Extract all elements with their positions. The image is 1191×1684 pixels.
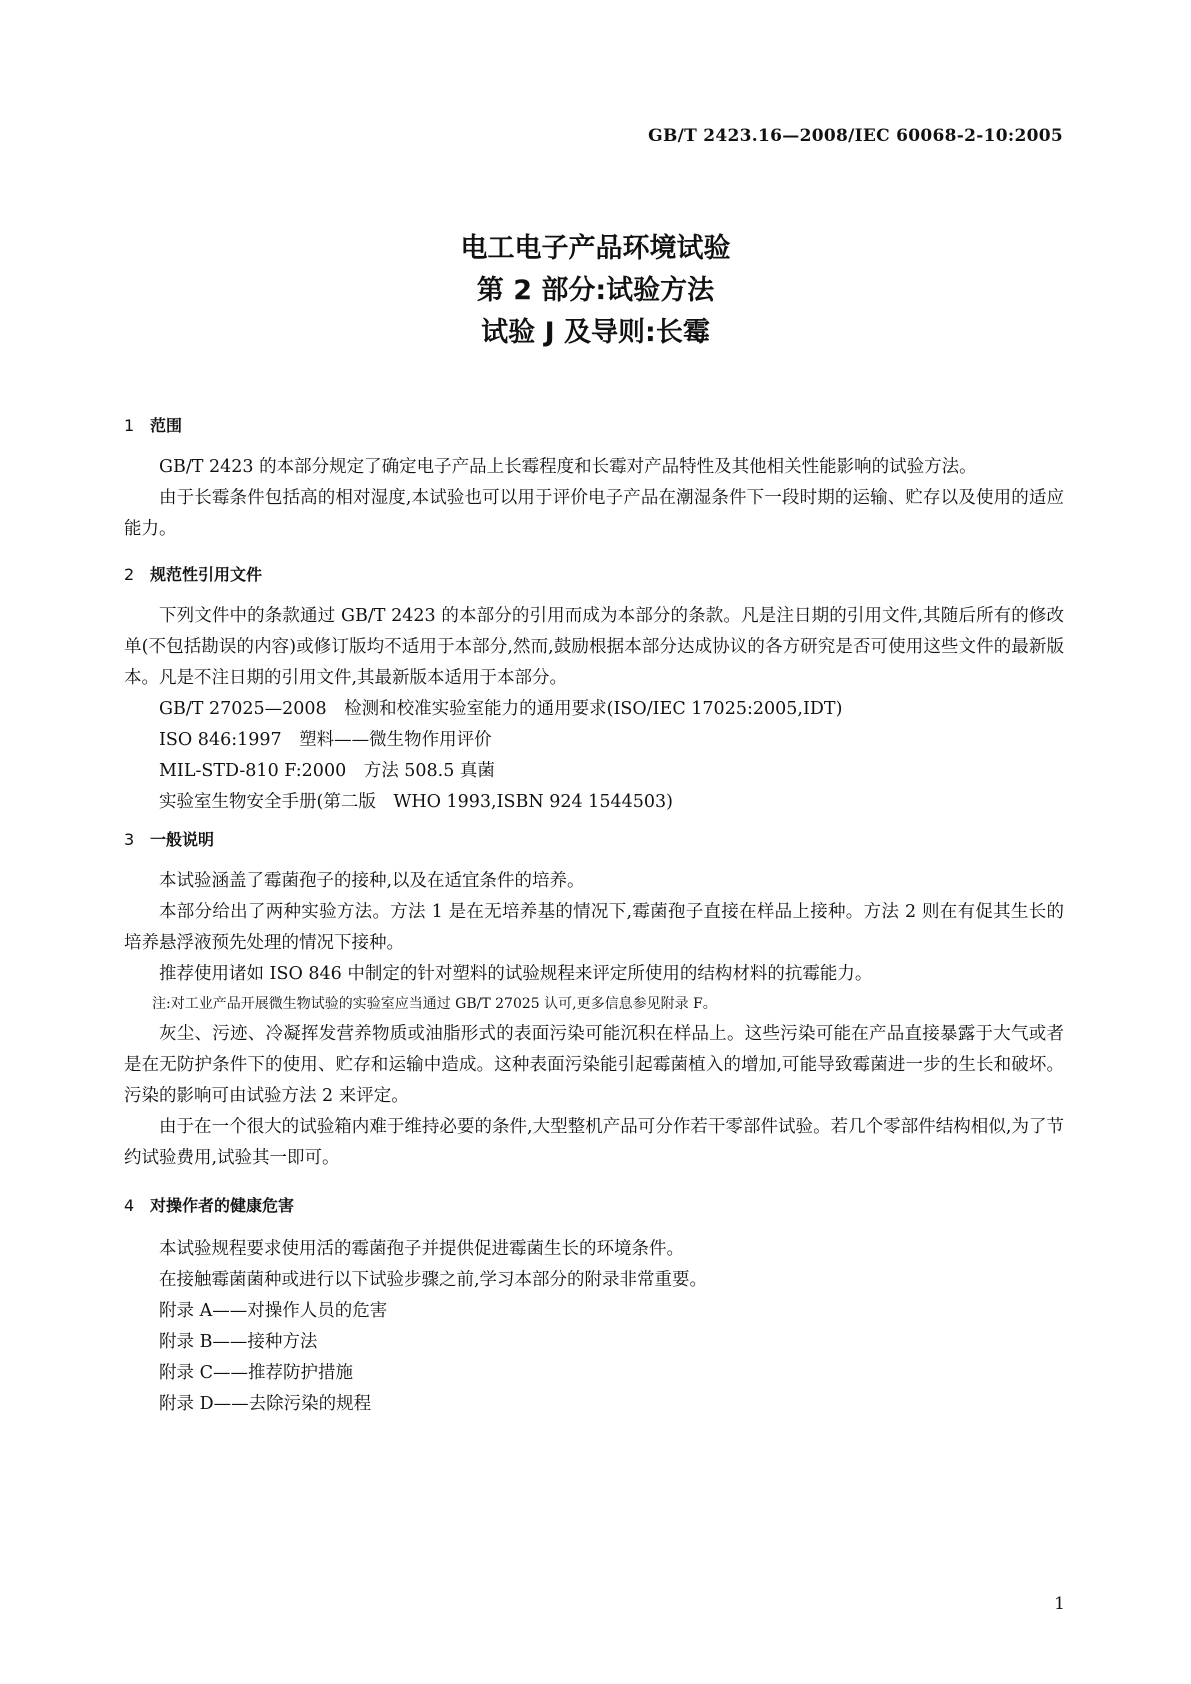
reference-item: ISO 846:1997 塑料——微生物作用评价: [159, 730, 492, 750]
annex-item: 附录 C——推荐防护措施: [159, 1363, 353, 1383]
paragraph: 由于长霉条件包括高的相对湿度,本试验也可以用于评价电子产品在潮湿条件下一段时期的运输、贮存以及使用的适应能力。: [124, 488, 1064, 539]
section-title: 对操作者的健康危害: [150, 1196, 295, 1215]
section-heading-health-hazards: [124, 1196, 1064, 1216]
page-number: 1: [1054, 1594, 1065, 1614]
paragraph: 本部分给出了两种实验方法。方法 1 是在无培养基的情况下,霉菌孢子直接在样品上接种。方法 2 则在有促其生长的培养悬浮液预先处理的情况下接种。: [124, 902, 1064, 953]
paragraph: 在接触霉菌菌种或进行以下试验步骤之前,学习本部分的附录非常重要。: [159, 1270, 708, 1290]
section-title: 规范性引用文件: [150, 565, 263, 584]
section-heading-normative-references: [124, 565, 1064, 585]
paragraph: 下列文件中的条款通过 GB/T 2423 的本部分的引用而成为本部分的条款。凡是注日期的引用文件,其随后所有的修改单(不包括勘误的内容)或修订版均不适用于本部分,然而,鼓励根据本部分达成协议的各方研究是否可使用这些文件的最新版本。凡是不注日期的引用文件,其最新版本适用于本部分。: [124, 606, 1064, 688]
title-line-2: 第 2 部分:试验方法: [476, 275, 715, 306]
reference-item: GB/T 27025—2008 检测和校准实验室能力的通用要求(ISO/IEC 17025:2005,IDT): [159, 699, 843, 719]
section-title: 范围: [150, 416, 183, 435]
title-line-1: 电工电子产品环境试验: [460, 233, 731, 264]
section-number: 3: [124, 830, 135, 849]
paragraph: 本试验涵盖了霉菌孢子的接种,以及在适宜条件的培养。: [159, 871, 585, 891]
section-number: 4: [124, 1196, 135, 1215]
title-line-3: 试验 J 及导则:长霉: [481, 317, 710, 348]
section-number: 2: [124, 565, 135, 584]
section-title: 一般说明: [150, 830, 215, 849]
standard-code: GB/T 2423.16—2008/IEC 60068-2-10:2005: [648, 126, 1063, 146]
section-number: 1: [124, 416, 135, 435]
reference-item: 实验室生物安全手册(第二版 WHO 1993,ISBN 924 1544503): [159, 792, 673, 812]
section-heading-scope: [124, 416, 1064, 436]
reference-item: MIL-STD-810 F:2000 方法 508.5 真菌: [159, 761, 495, 781]
annex-item: 附录 A——对操作人员的危害: [159, 1301, 388, 1321]
note: 注:对工业产品开展微生物试验的实验室应当通过 GB/T 27025 认可,更多信息参见附录 F。: [152, 996, 717, 1012]
document-title: [0, 228, 1191, 354]
paragraph: 由于在一个很大的试验箱内难于维持必要的条件,大型整机产品可分作若干零部件试验。若几个零部件结构相似,为了节约试验费用,试验其一即可。: [124, 1117, 1064, 1168]
paragraph: 本试验规程要求使用活的霉菌孢子并提供促进霉菌生长的环境条件。: [159, 1239, 684, 1259]
paragraph: GB/T 2423 的本部分规定了确定电子产品上长霉程度和长霉对产品特性及其他相关性能影响的试验方法。: [159, 457, 977, 477]
annex-item: 附录 D——去除污染的规程: [159, 1394, 372, 1414]
document-body: [124, 416, 1064, 1420]
annex-item: 附录 B——接种方法: [159, 1332, 318, 1352]
paragraph: 推荐使用诸如 ISO 846 中制定的针对塑料的试验规程来评定所使用的结构材料的抗霉能力。: [159, 964, 873, 984]
section-heading-general: [124, 830, 1064, 850]
paragraph: 灰尘、污迹、冷凝挥发营养物质或油脂形式的表面污染可能沉积在样品上。这些污染可能在产品直接暴露于大气或者是在无防护条件下的使用、贮存和运输中造成。这种表面污染能引起霉菌植入的增加,可能导致霉菌进一步的生长和破坏。污染的影响可由试验方法 2 来评定。: [124, 1024, 1064, 1106]
